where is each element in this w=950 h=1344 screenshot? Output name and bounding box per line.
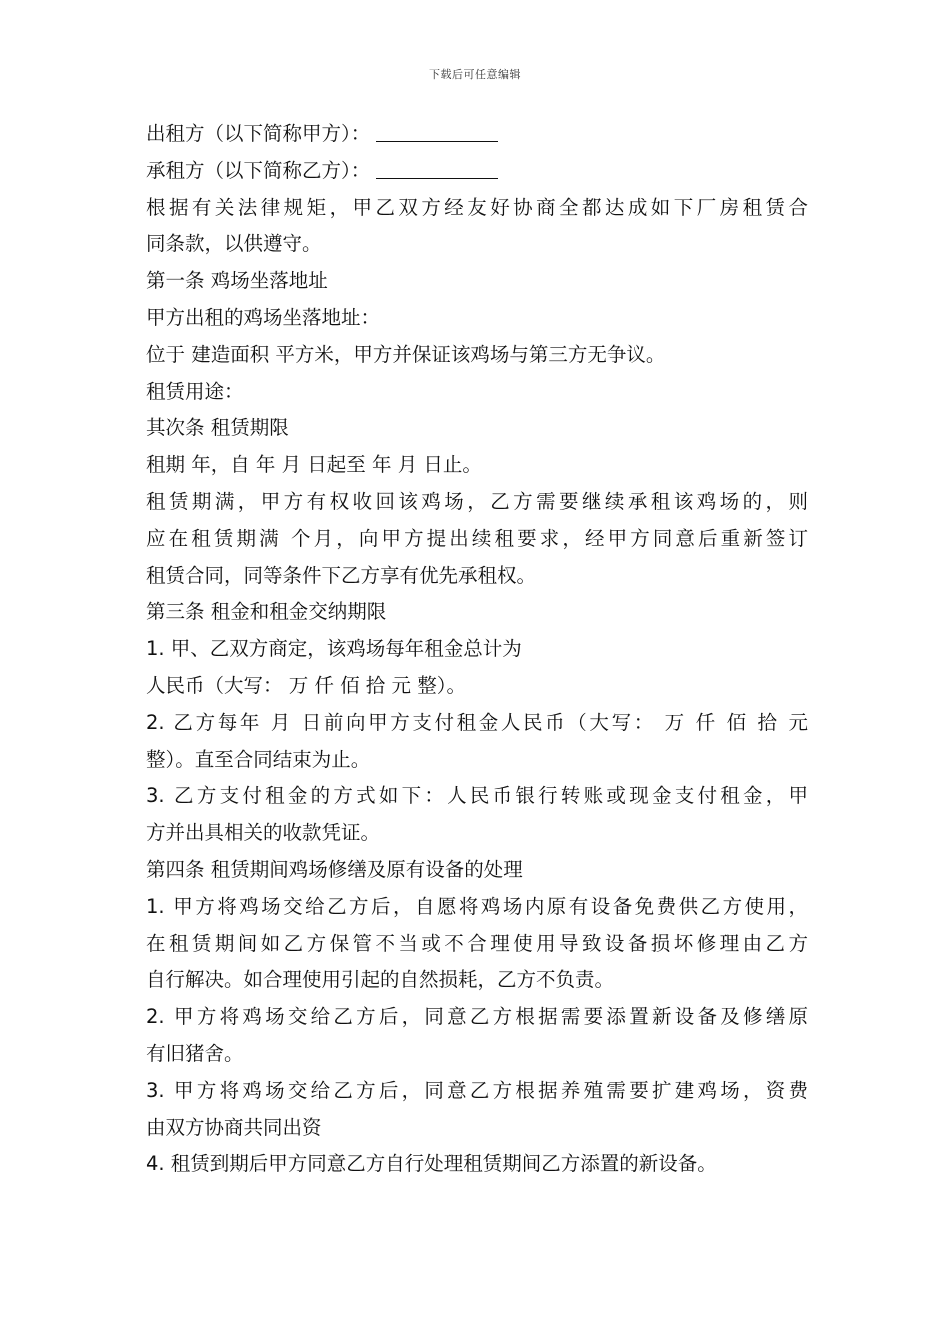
line-text: 3. 甲方将鸡场交给乙方后，同意乙方根据养殖需要扩建鸡场，资费: [146, 1078, 808, 1102]
body-line: [146, 668, 808, 705]
line-text: 租赁用途：: [146, 379, 244, 403]
body-line: [146, 742, 808, 779]
body-line: [146, 374, 808, 411]
line-text: 第一条 鸡场坐落地址: [146, 269, 328, 293]
body-line: [146, 1073, 808, 1110]
line-text: 承租方（以下简称乙方）：: [146, 158, 371, 182]
body-line: [146, 153, 808, 190]
line-text: 整）。直至合同结束为止。: [146, 747, 371, 771]
body-line: [146, 300, 808, 337]
line-text: 由双方协商共同出资: [146, 1115, 322, 1139]
body-line: [146, 1110, 808, 1147]
line-text: 2. 甲方将鸡场交给乙方后，同意乙方根据需要添置新设备及修缮原: [146, 1005, 808, 1029]
line-text: 第三条 租金和租金交纳期限: [146, 600, 387, 624]
body-line: [146, 1146, 808, 1183]
contract-body: [146, 116, 808, 1183]
body-line: [146, 705, 808, 742]
line-text: 3. 乙方支付租金的方式如下：人民币银行转账或现金支付租金，甲: [146, 784, 808, 808]
body-line: [146, 778, 808, 815]
line-text: 自行解决。如合理使用引起的自然损耗，乙方不负责。: [146, 968, 615, 992]
body-line: [146, 926, 808, 963]
line-text: 4. 租赁到期后甲方同意乙方自行处理租赁期间乙方添置的新设备。: [146, 1152, 717, 1176]
body-line: [146, 852, 808, 889]
line-text: 有旧猪舍。: [146, 1041, 244, 1065]
line-text: 1. 甲方将鸡场交给乙方后，自愿将鸡场内原有设备免费供乙方使用，: [146, 894, 808, 918]
body-line: [146, 1036, 808, 1073]
line-text: 在租赁期间如乙方保管不当或不合理使用导致设备损坏修理由乙方: [146, 931, 808, 955]
body-line: [146, 962, 808, 999]
line-text: 应在租赁期满 个月，向甲方提出续租要求，经甲方同意后重新签订: [146, 526, 808, 550]
line-text: 甲方出租的鸡场坐落地址：: [146, 305, 381, 329]
line-text: 根据有关法律规矩，甲乙双方经友好协商全都达成如下厂房租赁合: [146, 195, 808, 219]
fill-in-blank-line: [376, 156, 498, 179]
page-header: 下载后可任意编辑: [429, 68, 521, 81]
body-line: [146, 484, 808, 521]
body-line: [146, 999, 808, 1036]
body-line: [146, 226, 808, 263]
body-line: [146, 447, 808, 484]
line-text: 其次条 租赁期限: [146, 416, 289, 440]
body-line: [146, 337, 808, 374]
body-line: [146, 410, 808, 447]
body-line: [146, 521, 808, 558]
body-line: [146, 594, 808, 631]
line-text: 2. 乙方每年 月 日前向甲方支付租金人民币（大写： 万 仟 佰 拾 元: [146, 710, 808, 734]
line-text: 出租方（以下简称甲方）：: [146, 122, 371, 145]
line-text: 同条款，以供遵守。: [146, 232, 322, 256]
line-text: 人民币（大写： 万 仟 佰 拾 元 整）。: [146, 673, 466, 697]
line-text: 租期 年，自 年 月 日起至 年 月 日止。: [146, 453, 482, 477]
line-text: 第四条 租赁期间鸡场修缮及原有设备的处理: [146, 857, 523, 881]
body-line: [146, 263, 808, 300]
body-line: [146, 889, 808, 926]
body-line: [146, 190, 808, 227]
line-text: 方并出具相关的收款凭证。: [146, 821, 381, 845]
body-line: [146, 815, 808, 852]
line-text: 租赁期满，甲方有权收回该鸡场，乙方需要继续承租该鸡场的，则: [146, 489, 808, 513]
line-text: 1. 甲、乙双方商定，该鸡场每年租金总计为: [146, 637, 522, 661]
body-line: [146, 116, 808, 153]
body-line: [146, 558, 808, 595]
line-text: 位于 建造面积 平方米，甲方并保证该鸡场与第三方无争议。: [146, 342, 666, 366]
body-line: [146, 631, 808, 668]
fill-in-blank-line: [376, 119, 498, 142]
line-text: 租赁合同，同等条件下乙方享有优先承租权。: [146, 563, 537, 587]
